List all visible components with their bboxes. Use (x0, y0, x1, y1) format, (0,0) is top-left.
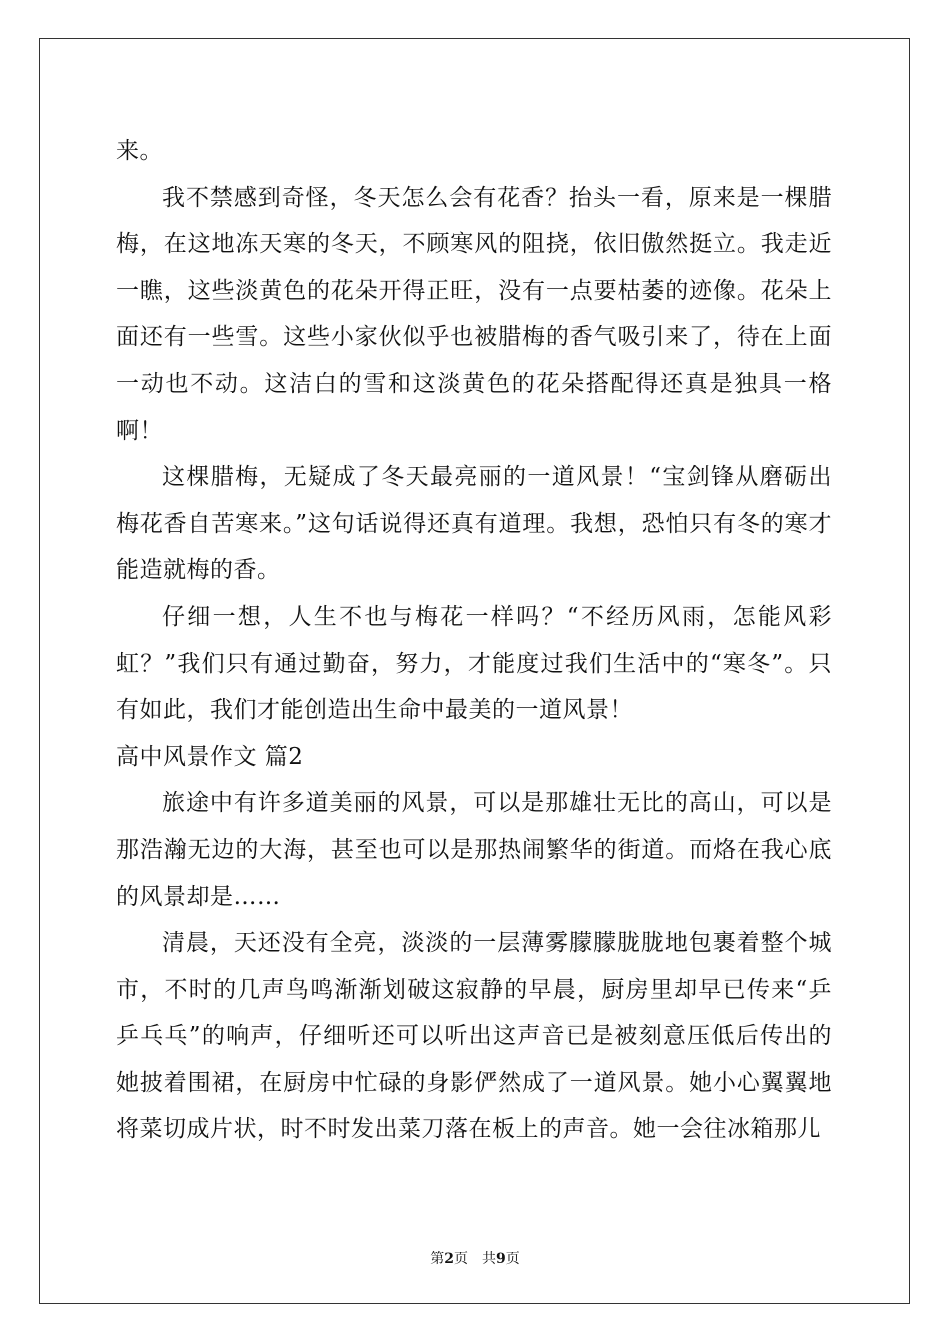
paragraph: 旅途中有许多道美丽的风景，可以是那雄壮无比的高山，可以是那浩瀚无边的大海，甚至也可以是那热闹繁华的街道。而烙在我心底的风景却是…… (116, 790, 832, 910)
paragraph-continuation: 来。 (116, 138, 163, 164)
total-suffix: 页 (505, 1251, 520, 1267)
page-total: 9 (496, 1251, 506, 1267)
page-prefix: 第 (430, 1251, 445, 1267)
paragraph: 仔细一想，人生不也与梅花一样吗？“不经历风雨，怎能风彩虹？”我们只有通过勤奋，努力，才能度过我们生活中的“寒冬”。只有如此，我们才能创造出生命中最美的一道风景！ (116, 603, 832, 724)
paragraph: 我不禁感到奇怪，冬天怎么会有花香？抬头一看，原来是一棵腊梅，在这地冻天寒的冬天，不顾寒风的阻挠，依旧傲然挺立。我走近一瞧，这些淡黄色的花朵开得正旺，没有一点要枯萎的迹像。花朵上面还有一些雪。这些小家伙似乎也被腊梅的香气吸引来了，待在上面一动也不动。这洁白的雪和这淡黄色的花朵搭配得还真是独具一格啊！ (116, 184, 832, 444)
paragraph: 清晨，天还没有全亮，淡淡的一层薄雾朦朦胧胧地包裹着整个城市，不时的几声鸟鸣渐渐划破这寂静的早晨，厨房里却早已传来“乒乒乓乓”的响声，仔细听还可以听出这声音已是被刻意压低后传出的她披着围裙，在厨房中忙碌的身影俨然成了一道风景。她小心翼翼地将菜切成片状，时不时发出菜刀落在板上的声音。她一会往冰箱那儿 (116, 930, 832, 1143)
section-heading: 高中风景作文 篇2 (116, 743, 304, 770)
page-suffix: 页 (454, 1251, 468, 1267)
page-footer (0, 1248, 950, 1268)
paragraph: 这棵腊梅，无疑成了冬天最亮丽的一道风景！“宝剑锋从磨砺出梅花香自苦寒来。”这句话说得还真有道理。我想，恐怕只有冬的寒才能造就梅的香。 (116, 464, 832, 584)
total-prefix: 共 (482, 1251, 496, 1267)
page-current: 2 (444, 1251, 454, 1267)
document-body (116, 128, 832, 1153)
